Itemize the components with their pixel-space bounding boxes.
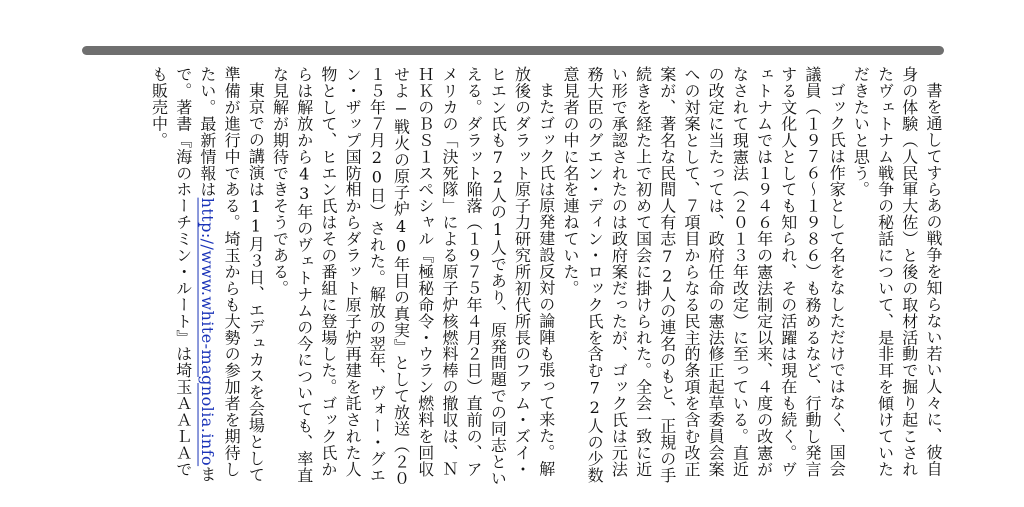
paragraph-1: 書を通してすらあの戦争を知らない若い人々に、彼自身の体験（人民軍大佐）と後の取材活動で掘り起こされたヴェトナム戦争の秘話について、是非耳を傾けていただきたいと思う。 xyxy=(851,66,943,478)
paragraph-4-text: 東京での講演は11月３日、エデュカスを会場として準備が進行中である。埼玉からも大勢の参加者を期待したい。最新情報は xyxy=(197,66,266,483)
paragraph-4 xyxy=(146,66,267,488)
vertical-article-body xyxy=(100,66,945,488)
paragraph-3: またゴック氏は原発建設反対の論陣も張って来た。解放後のダラット原子力研究所初代所長のファム・ズイ・ヒエン氏も72人の1人であり、原発問題での同志といえる。ダラット陥落（１９７５年４月２日）直前の、アメリカの「決死隊」による原子炉核燃料棒の撤収は、ＮＨＫのＢＳ１スペシャル『極秘命令・ウラン燃料を回収せよ−戦火の原子炉40年目の真実』として放送（２０１５年７月20日）された。解放の翌年、ヴォー・グエン・ザップ国防相からダラット原子炉再建を託された人物として、ヒエン氏はその番組に登場した。ゴック氏からは解放から43年のヴェトナムの今についても、率直な見解が期待できそうである。 xyxy=(270,66,556,487)
top-rule-divider xyxy=(82,46,944,55)
white-magnolia-link[interactable]: http://www.white-magnolia.info xyxy=(197,197,217,467)
paragraph-4-tail: まで。著書『海のホーチミン・ルート』は埼玉ＡＡＬＡでも販売中。 xyxy=(149,66,217,483)
paragraph-2: ゴック氏は作家として名をなしただけではなく、国会議員（１９７６〜１９８６）も務めるなど、行動し発言する文化人としても知られ、その活躍は現在も続く。ヴェトナムでは１９４６年の憲法制定以来、４度の改憲がなされて現憲法（２０１３年改定）に至っている。直近の改定に当たっては、政府任命の憲法修正起草委員会案への対案として、７項目からなる民主的条項を含む改正案が、著名な民間人有志72人の連名のもと、正規の手続きを経た上で初めて国会に掛けられた。全会一致に近い形で承認されたのは政府案だったが、ゴック氏は元法務大臣のグエン・ディン・ロック氏を含む72人の少数意見者の中に名を連ねていた。 xyxy=(560,66,847,484)
